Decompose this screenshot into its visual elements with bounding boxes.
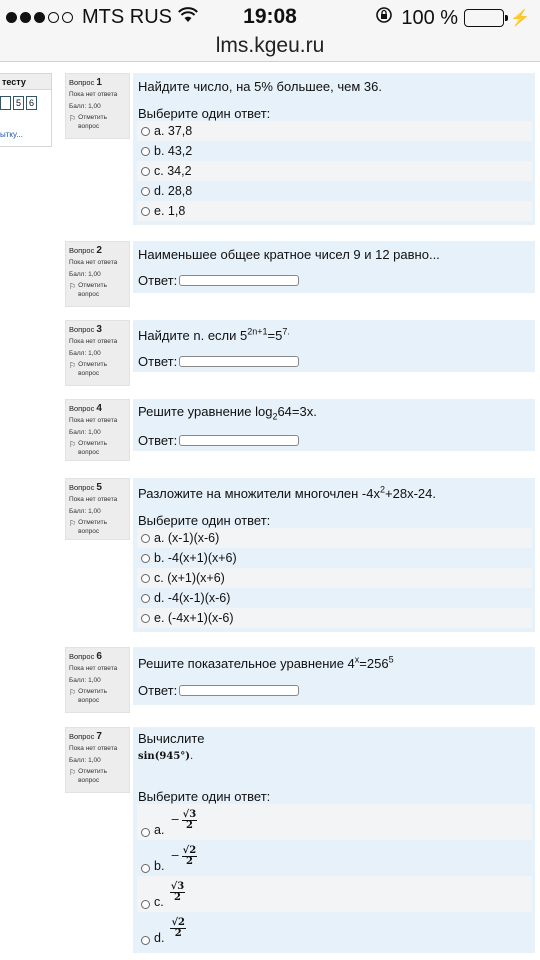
- radio-button[interactable]: [141, 936, 150, 945]
- option-label: e. (-4x+1)(x-6): [154, 611, 234, 625]
- flag-icon: ⚐: [69, 688, 77, 697]
- question-number: 5: [96, 482, 102, 493]
- answer-option[interactable]: [137, 161, 532, 181]
- answer-option[interactable]: [137, 141, 532, 161]
- answer-option[interactable]: [137, 912, 532, 948]
- option-label: c. 34,2: [154, 164, 192, 178]
- battery-icon: [464, 9, 504, 27]
- quiz-navigation-heading: тесту: [0, 74, 51, 90]
- question-text: Найдите число, на 5% большее, чем 36.: [138, 79, 383, 94]
- question-info: [65, 399, 130, 461]
- minus-sign: −: [170, 849, 180, 862]
- question-content: [133, 241, 535, 293]
- answer-option[interactable]: [137, 608, 532, 628]
- radio-button[interactable]: [141, 614, 150, 623]
- question-content: [133, 399, 535, 451]
- finish-attempt-link[interactable]: ытку...: [0, 130, 23, 139]
- option-label: b. -4(x+1)(x+6): [154, 551, 237, 565]
- question-info: [65, 73, 130, 139]
- flag-question[interactable]: [69, 439, 126, 457]
- question-info: [65, 320, 130, 386]
- option-label: a. (x-1)(x-6): [154, 531, 220, 545]
- option-label: b. 43,2: [154, 144, 193, 158]
- answer-option[interactable]: [137, 528, 532, 548]
- radio-button[interactable]: [141, 127, 150, 136]
- question-grade: Балл: 1,00: [69, 271, 101, 278]
- radio-button[interactable]: [141, 828, 150, 837]
- question-text: Решите уравнение $\log_264=3x$.: [138, 404, 317, 422]
- fraction: $\frac{√3}{2}$: [170, 881, 185, 903]
- answer-label: Ответ:: [138, 683, 178, 698]
- flag-label: вопрос: [78, 123, 100, 130]
- flag-icon: ⚐: [69, 361, 77, 370]
- answer-input[interactable]: [179, 685, 299, 696]
- option-label: a. 37,8: [154, 124, 193, 138]
- flag-label: вопрос: [78, 697, 100, 704]
- flag-label: Отметить: [78, 361, 108, 368]
- option-label: d. -4(x-1)(x-6): [154, 591, 231, 605]
- question-content: [133, 73, 535, 225]
- question-state: Пока нет ответа: [69, 91, 118, 98]
- radio-button[interactable]: [141, 534, 150, 543]
- select-one-prompt: Выберите один ответ:: [138, 106, 271, 121]
- question-number: 2: [96, 245, 102, 256]
- answer-option[interactable]: [137, 876, 532, 912]
- question-info: [65, 478, 130, 540]
- radio-button[interactable]: [141, 594, 150, 603]
- question-text: Разложите на множители многочлен $-4x^2+28x-24$.: [138, 484, 436, 501]
- question-label: Вопрос: [69, 78, 95, 87]
- question-label: Вопрос: [69, 652, 95, 661]
- answer-input[interactable]: [179, 275, 299, 286]
- option-label: c.: [154, 895, 164, 909]
- option-label: e. 1,8: [154, 204, 186, 218]
- question-label: Вопрос: [69, 732, 95, 741]
- flag-icon: ⚐: [69, 768, 77, 777]
- answer-option[interactable]: [137, 588, 532, 608]
- question-state: Пока нет ответа: [69, 745, 118, 752]
- question-state: Пока нет ответа: [69, 417, 118, 424]
- question-number: 6: [96, 651, 102, 662]
- question-grade: Балл: 1,00: [69, 350, 101, 357]
- flag-icon: ⚐: [69, 519, 77, 528]
- answer-option[interactable]: [137, 181, 532, 201]
- question-content: [133, 647, 535, 705]
- flag-question[interactable]: [69, 518, 126, 536]
- math-expression: sin(945°).: [138, 751, 194, 762]
- flag-question[interactable]: [69, 113, 126, 131]
- nav-question-button[interactable]: 5: [13, 96, 24, 110]
- option-label: d. 28,8: [154, 184, 193, 198]
- answer-option[interactable]: [137, 568, 532, 588]
- question-grade: Балл: 1,00: [69, 677, 101, 684]
- answer-input[interactable]: [179, 356, 299, 367]
- option-label: b.: [154, 859, 165, 873]
- flag-label: Отметить: [78, 114, 108, 121]
- clock: 19:08: [243, 5, 297, 28]
- flag-label: Отметить: [78, 519, 108, 526]
- question-info: [65, 241, 130, 307]
- question-text: Найдите n. если $5^{2n+1}=5^{7.}$: [138, 326, 290, 343]
- question-grade: Балл: 1,00: [69, 429, 101, 436]
- select-one-prompt: Выберите один ответ:: [138, 789, 271, 804]
- url-bar[interactable]: lms.kgeu.ru: [0, 34, 540, 62]
- battery-area: [375, 6, 530, 30]
- flag-question[interactable]: [69, 767, 126, 785]
- question-grade: Балл: 1,00: [69, 103, 101, 110]
- carrier-name: MTS RUS: [82, 6, 172, 28]
- answer-label: Ответ:: [138, 354, 178, 369]
- question-info: [65, 647, 130, 713]
- nav-question-button[interactable]: [0, 96, 11, 110]
- question-grade: Балл: 1,00: [69, 508, 101, 515]
- flag-question[interactable]: [69, 360, 126, 378]
- question-content: [133, 320, 535, 372]
- status-bar: [0, 0, 540, 36]
- flag-label: вопрос: [78, 777, 100, 784]
- radio-button[interactable]: [141, 574, 150, 583]
- fraction: $\frac{√3}{2}$: [182, 809, 197, 831]
- answer-input[interactable]: [179, 435, 299, 446]
- question-text: Решите показательное уравнение $4^x=256^5$: [138, 654, 394, 671]
- question-state: Пока нет ответа: [69, 259, 118, 266]
- radio-button[interactable]: [141, 554, 150, 563]
- answer-option[interactable]: [137, 201, 532, 221]
- answer-option[interactable]: [137, 804, 532, 840]
- flag-icon: ⚐: [69, 282, 77, 291]
- question-content: [133, 727, 535, 953]
- flag-icon: ⚐: [69, 114, 77, 123]
- answer-label: Ответ:: [138, 273, 178, 288]
- flag-label: вопрос: [78, 370, 100, 377]
- answer-option[interactable]: [137, 840, 532, 876]
- question-text: Наименьшее общее кратное чисел 9 и 12 равно...: [138, 247, 440, 262]
- question-state: Пока нет ответа: [69, 496, 118, 503]
- question-label: Вопрос: [69, 325, 95, 334]
- flag-label: вопрос: [78, 449, 100, 456]
- option-label: d.: [154, 931, 165, 945]
- flag-icon: ⚐: [69, 440, 77, 449]
- question-info: [65, 727, 130, 793]
- question-state: Пока нет ответа: [69, 665, 118, 672]
- flag-question[interactable]: [69, 281, 126, 299]
- quiz-navigation: [0, 73, 52, 147]
- question-number: 1: [96, 77, 102, 88]
- answer-option[interactable]: [137, 548, 532, 568]
- flag-label: Отметить: [78, 440, 108, 447]
- flag-question[interactable]: [69, 687, 126, 705]
- flag-label: Отметить: [78, 282, 108, 289]
- flag-label: Отметить: [78, 768, 108, 775]
- question-number: 3: [96, 324, 102, 335]
- charging-icon: ⚡: [510, 10, 530, 27]
- nav-question-button[interactable]: 6: [26, 96, 37, 110]
- question-text: Вычислите: [138, 731, 205, 746]
- question-number: 7: [96, 731, 102, 742]
- question-label: Вопрос: [69, 246, 95, 255]
- flag-label: Отметить: [78, 688, 108, 695]
- fraction: $\frac{√2}{2}$: [171, 917, 185, 939]
- question-label: Вопрос: [69, 404, 95, 413]
- flag-label: вопрос: [78, 528, 100, 535]
- option-label: a.: [154, 823, 165, 837]
- fraction: $\frac{√2}{2}$: [182, 845, 197, 867]
- rotation-lock-icon: [375, 6, 393, 30]
- minus-sign: −: [170, 813, 180, 826]
- radio-button[interactable]: [141, 900, 150, 909]
- radio-button[interactable]: [141, 147, 150, 156]
- question-state: Пока нет ответа: [69, 338, 118, 345]
- battery-percent: 100 %: [401, 6, 459, 29]
- question-grade: Балл: 1,00: [69, 757, 101, 764]
- radio-button[interactable]: [141, 167, 150, 176]
- question-label: Вопрос: [69, 483, 95, 492]
- select-one-prompt: Выберите один ответ:: [138, 513, 271, 528]
- flag-label: вопрос: [78, 291, 100, 298]
- option-label: c. (x+1)(x+6): [154, 571, 225, 585]
- answer-option[interactable]: [137, 121, 532, 141]
- radio-button[interactable]: [141, 864, 150, 873]
- radio-button[interactable]: [141, 187, 150, 196]
- answer-label: Ответ:: [138, 433, 178, 448]
- question-number: 4: [96, 403, 102, 414]
- radio-button[interactable]: [141, 207, 150, 216]
- question-content: [133, 478, 535, 632]
